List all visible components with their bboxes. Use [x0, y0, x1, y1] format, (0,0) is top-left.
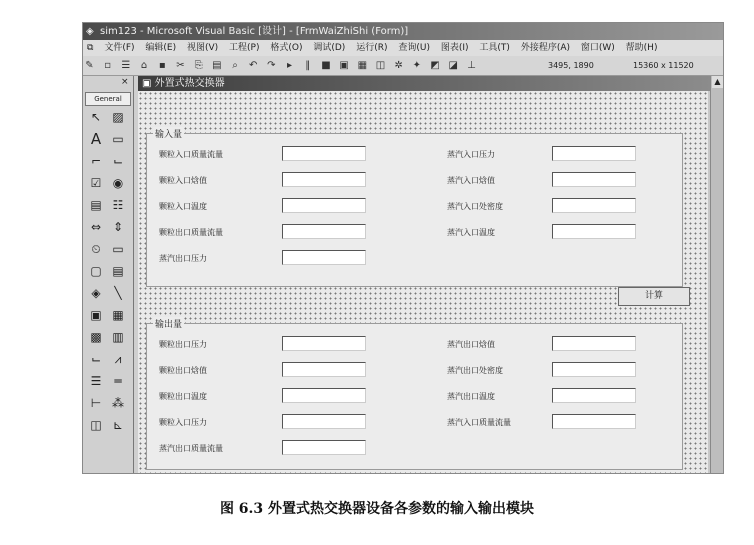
- output-textbox[interactable]: [552, 414, 636, 429]
- input-label: 颗粒入口质量流量: [159, 150, 223, 159]
- output-textbox[interactable]: [282, 414, 366, 429]
- form-icon: ▣: [142, 78, 155, 89]
- input-label: 蒸汽入口焓值: [447, 176, 495, 185]
- window-titlebar: [83, 23, 723, 40]
- input-label: 蒸汽入口处密度: [447, 202, 503, 211]
- output-label: 颗粒出口温度: [159, 392, 207, 401]
- input-textbox[interactable]: [282, 250, 366, 265]
- timer-tool-icon[interactable]: ⏲: [91, 242, 101, 256]
- position-readout: 3495, 1890: [548, 61, 594, 70]
- ole-tool-icon[interactable]: ▩: [90, 330, 102, 344]
- input-label: 颗粒入口焓值: [159, 176, 207, 185]
- menu-help[interactable]: 帮助(H): [625, 43, 658, 53]
- menu-edit[interactable]: 编辑(E): [145, 43, 177, 53]
- shape-tool-icon[interactable]: ◈: [91, 286, 101, 300]
- output-label: 蒸汽出口焓值: [447, 340, 495, 349]
- treeview-tool-icon[interactable]: ⊢: [90, 396, 102, 410]
- imagelist-tool-icon[interactable]: ◫: [90, 418, 102, 432]
- size-readout: 15360 x 11520: [633, 61, 694, 70]
- menu-bar: [83, 40, 723, 56]
- picturebox-tool-icon[interactable]: ▨: [112, 110, 124, 124]
- statusbar-tool-icon[interactable]: ⊾: [112, 418, 124, 432]
- output-textbox[interactable]: [282, 336, 366, 351]
- cut-icon[interactable]: ✂: [176, 60, 185, 71]
- input-frame[interactable]: [146, 130, 683, 287]
- output-label: 蒸汽出口质量流量: [159, 444, 223, 453]
- output-label: 颗粒入口压力: [159, 418, 207, 427]
- pause-icon[interactable]: ‖: [305, 60, 311, 71]
- object-browser-icon[interactable]: ✲: [394, 60, 403, 71]
- input-textbox[interactable]: [282, 224, 366, 239]
- menu-icon[interactable]: ⧉: [87, 43, 94, 53]
- menu-editor-icon[interactable]: ☰: [121, 60, 131, 71]
- position-icon: ⊥: [467, 60, 476, 71]
- output-frame[interactable]: [146, 320, 683, 470]
- listview-tool-icon[interactable]: ⁂: [112, 396, 124, 410]
- input-label: 蒸汽入口温度: [447, 228, 495, 237]
- menu-window[interactable]: 窗口(W): [580, 43, 615, 53]
- menu-file[interactable]: 文件(F): [104, 43, 135, 53]
- output-label: 颗粒出口焓值: [159, 366, 207, 375]
- output-textbox[interactable]: [552, 336, 636, 351]
- textbox-tool-icon[interactable]: ▭: [112, 132, 124, 146]
- form-layout-icon[interactable]: ◫: [375, 60, 386, 71]
- window-title: sim123 - Microsoft Visual Basic [设计] - [FrmWaiZhiShi (Form)]: [100, 26, 409, 37]
- properties-icon[interactable]: ▦: [357, 60, 368, 71]
- component-manager-icon[interactable]: ◪: [448, 60, 458, 71]
- input-textbox[interactable]: [282, 198, 366, 213]
- scroll-up-icon[interactable]: ▲: [712, 76, 723, 88]
- menu-project[interactable]: 工程(P): [229, 43, 260, 53]
- output-textbox[interactable]: [282, 440, 366, 455]
- label-tool-icon[interactable]: A: [90, 130, 102, 148]
- form-canvas: [138, 91, 708, 473]
- menu-diagram[interactable]: 图表(I): [440, 43, 469, 53]
- drivelistbox-tool-icon[interactable]: ▭: [112, 242, 124, 256]
- toolbox-icon[interactable]: ✦: [412, 60, 422, 71]
- hscrollbar-tool-icon[interactable]: ⇔: [90, 220, 102, 234]
- menu-query[interactable]: 查询(U): [398, 43, 430, 53]
- input-label: 蒸汽入口压力: [447, 150, 495, 159]
- output-label: 蒸汽出口处密度: [447, 366, 503, 375]
- combobox-tool-icon[interactable]: ▤: [90, 198, 102, 212]
- figure-caption: 图 6.3 外置式热交换器设备各参数的输入输出模块: [219, 501, 535, 517]
- menu-format[interactable]: 格式(O): [270, 43, 303, 53]
- output-textbox[interactable]: [282, 388, 366, 403]
- data-tool-icon[interactable]: ▦: [112, 308, 124, 322]
- copy-icon[interactable]: ⎘: [194, 60, 203, 71]
- menu-run[interactable]: 运行(R): [356, 43, 388, 53]
- frame-tool-icon[interactable]: ⌐: [90, 154, 102, 168]
- run-icon[interactable]: ▸: [287, 60, 293, 71]
- grid-tool-icon[interactable]: ▥: [112, 330, 124, 344]
- menu-debug[interactable]: 调试(D): [313, 43, 346, 53]
- input-label: 蒸汽出口压力: [159, 254, 207, 263]
- input-label: 颗粒入口温度: [159, 202, 207, 211]
- slider-tool-icon[interactable]: ═: [114, 374, 122, 388]
- vertical-scrollbar[interactable]: [710, 76, 724, 473]
- input-textbox[interactable]: [282, 146, 366, 161]
- output-textbox[interactable]: [552, 362, 636, 377]
- tabstrip-tool-icon[interactable]: ☰: [90, 374, 102, 388]
- open-icon[interactable]: ⌂: [140, 60, 148, 71]
- add-project-icon[interactable]: ✎: [85, 60, 94, 71]
- undo-icon[interactable]: ↶: [248, 60, 258, 71]
- input-textbox[interactable]: [552, 198, 636, 213]
- menu-view[interactable]: 视图(V): [186, 43, 219, 53]
- vb-app-icon: ◈: [86, 26, 94, 37]
- calculate-button[interactable]: 计算: [618, 287, 690, 306]
- form-designer-window: [138, 76, 723, 473]
- toolbox-close-icon[interactable]: ×: [121, 77, 129, 87]
- optionbutton-tool-icon[interactable]: ◉: [112, 176, 124, 190]
- line-tool-icon[interactable]: ╲: [114, 286, 122, 300]
- filelistbox-tool-icon[interactable]: ▤: [112, 264, 124, 278]
- commandbutton-tool-icon[interactable]: ⌙: [112, 154, 124, 168]
- paste-icon[interactable]: ▤: [212, 60, 222, 71]
- find-icon[interactable]: ⌕: [232, 60, 238, 71]
- input-frame-caption: 输入量: [153, 127, 184, 140]
- vscrollbar-tool-icon[interactable]: ⇕: [112, 220, 124, 234]
- toolbox-tab-general[interactable]: General: [85, 92, 131, 106]
- output-frame-caption: 输出量: [153, 317, 184, 330]
- dirlistbox-tool-icon[interactable]: ▢: [90, 264, 102, 278]
- listbox-tool-icon[interactable]: ☷: [112, 198, 124, 212]
- output-label: 蒸汽出口温度: [447, 392, 495, 401]
- toolbar: [83, 56, 723, 76]
- vb-ide-screenshot: [82, 22, 724, 474]
- chart-tool-icon[interactable]: ⩘: [114, 352, 122, 366]
- input-textbox[interactable]: [552, 172, 636, 187]
- add-form-icon[interactable]: ▫: [104, 60, 112, 71]
- input-label: 颗粒出口质量流量: [159, 228, 223, 237]
- project-explorer-icon[interactable]: ▣: [339, 60, 349, 71]
- commondialog-tool-icon[interactable]: ⌙: [90, 352, 102, 366]
- data-view-icon[interactable]: ◩: [430, 60, 440, 71]
- stop-icon[interactable]: ■: [321, 60, 331, 71]
- pointer-tool-icon[interactable]: ↖: [90, 110, 102, 124]
- menu-addins[interactable]: 外接程序(A): [520, 43, 570, 53]
- input-textbox[interactable]: [552, 224, 636, 239]
- output-label: 蒸汽入口质量流量: [447, 418, 511, 427]
- toolbox-panel: [83, 76, 134, 473]
- redo-icon[interactable]: ↷: [267, 60, 276, 71]
- form-titlebar: [138, 76, 712, 91]
- output-label: 颗粒出口压力: [159, 340, 207, 349]
- input-textbox[interactable]: [282, 172, 366, 187]
- save-icon[interactable]: ▪: [158, 60, 166, 71]
- image-tool-icon[interactable]: ▣: [90, 308, 102, 322]
- input-textbox[interactable]: [552, 146, 636, 161]
- output-textbox[interactable]: [552, 388, 636, 403]
- form-title: 外置式热交换器: [154, 78, 225, 89]
- checkbox-tool-icon[interactable]: ☑: [90, 176, 102, 190]
- menu-tools[interactable]: 工具(T): [479, 43, 510, 53]
- output-textbox[interactable]: [282, 362, 366, 377]
